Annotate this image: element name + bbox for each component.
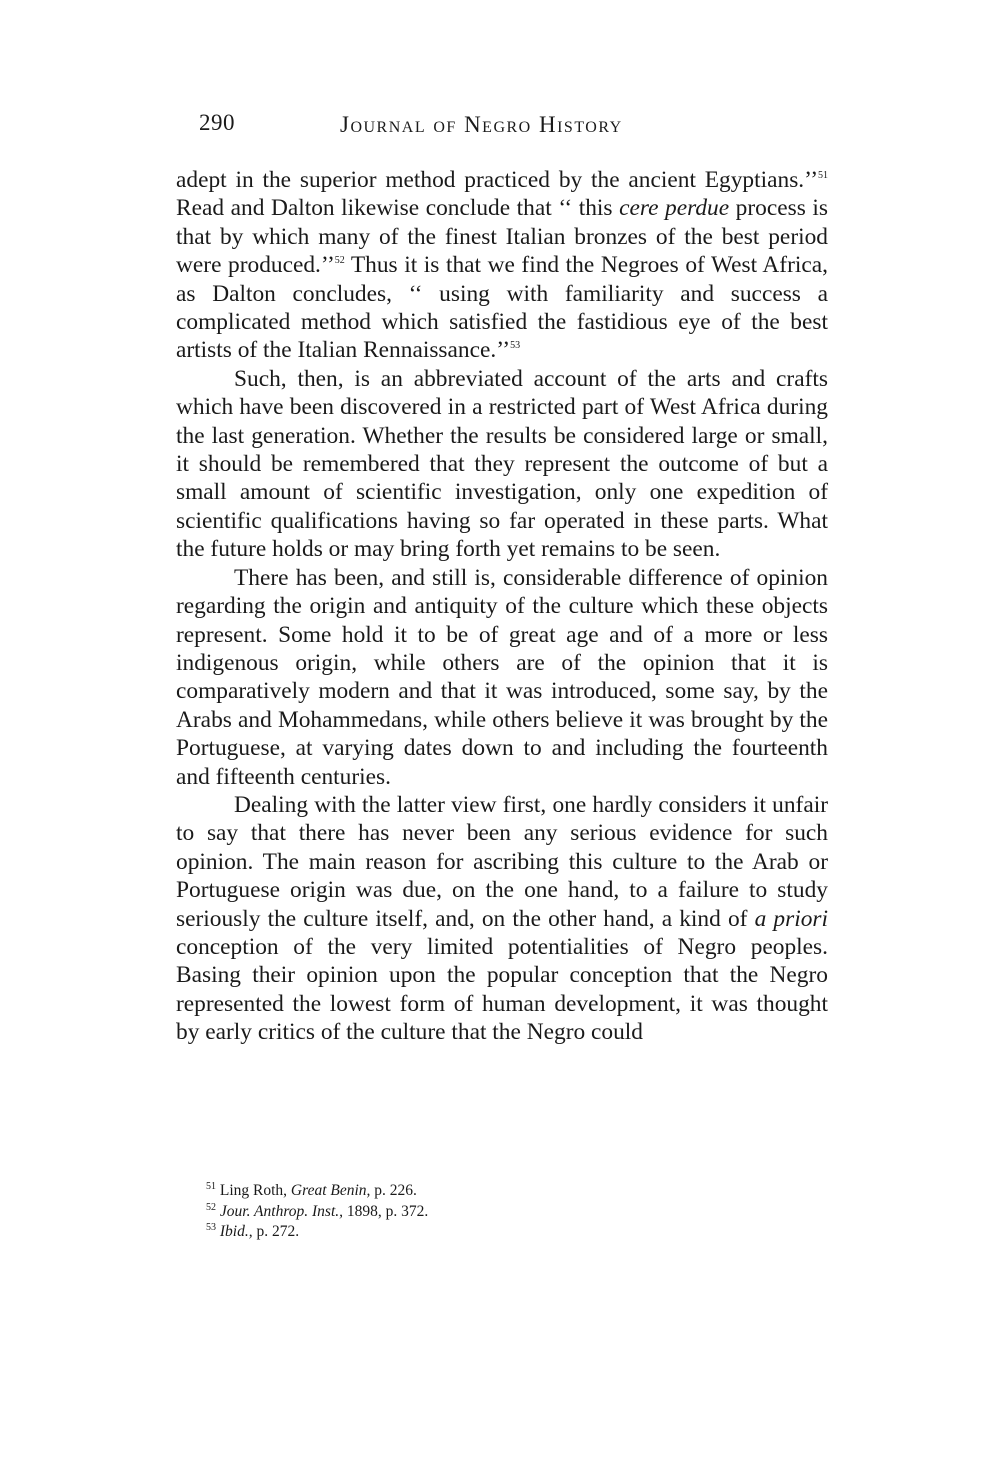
footnote-text: 1898, p. 372.: [343, 1202, 429, 1220]
text-run: adept in the superior method practiced by the ancient Egyptians.’’: [176, 167, 818, 193]
footnote-text: p. 272.: [252, 1223, 300, 1240]
italic-term: a priori: [754, 905, 828, 932]
italic-term: cere perdue: [619, 195, 730, 222]
footnote-text: Ling Roth,: [216, 1182, 291, 1199]
footnote-52: [206, 1202, 806, 1223]
footnote-ref-53: 53: [510, 340, 521, 352]
footnote-number: 52: [206, 1201, 216, 1213]
footnotes: [206, 1181, 806, 1243]
footnote-ref-51: 51: [818, 170, 828, 182]
page-number: 290: [199, 110, 235, 135]
paragraph-3: There has been, and still is, considerable difference of opinion regarding the origin and antiquity of the culture which these objects represent. Some hold it to be of great age and of a more or less indigenous origin, while others are of the opinion that it is comparatively modern and that it was introduced, some say, by the Arabs and Mohammedans, while others believe it was brought by the Portuguese, at varying dates down to and including the fourteenth and fifteenth centuries.: [176, 564, 828, 790]
footnote-text: p. 226.: [370, 1182, 417, 1199]
running-title: Journal of Negro History: [340, 112, 623, 137]
paragraph-4: [176, 791, 828, 1047]
text-run: process is that by which many of the finest Italian bronzes of the best period were produced.’’: [176, 195, 828, 279]
footnote-53: [206, 1222, 806, 1243]
text-run: Dealing with the latter view first, one hardly considers it unfair to say that there has never been any serious evidence for such opinion. The main reason for ascribing this culture to the Arab or Portuguese origin was due, on the one hand, to a failure to study seriously the culture itself, and, on the other hand, a kind of: [176, 791, 828, 932]
footnote-number: 51: [206, 1180, 216, 1192]
footnote-title: Ibid.,: [219, 1223, 253, 1240]
text-run: Thus it is that we find the Negroes of West Africa, as Dalton concludes, ‘‘ using with familiarity and success a complicated method which satisfied the fastidious eye of the best artists of the Italian Rennaissance.’’: [176, 252, 828, 364]
paragraph-1: [176, 166, 828, 365]
text-run: conception of the very limited potentialities of Negro peoples. Basing their opinion upon the popular conception that the Negro represented the lowest form of human development, it was thought by early critics of the culture that the Negro could: [176, 933, 828, 1046]
footnote-51: [206, 1181, 806, 1202]
footnote-ref-52: 52: [334, 255, 345, 267]
body-text: [176, 166, 828, 1047]
text-run: Read and Dalton likewise conclude that ‘‘ this: [176, 195, 620, 222]
footnote-title: Great Benin,: [290, 1182, 371, 1199]
footnote-title: Jour. Anthrop. Inst.,: [219, 1202, 344, 1220]
paragraph-2: Such, then, is an abbreviated account of the arts and crafts which have been discovered in a restricted part of West Africa during the last generation. Whether the results be considered large or small, it should be remembered that they represent the outcome of but a small amount of scientific investigation, only one expedition of scientific qualifications having so far operated in these parts. What the future holds or may bring forth yet remains to be seen.: [176, 365, 828, 563]
footnote-number: 53: [206, 1221, 216, 1233]
